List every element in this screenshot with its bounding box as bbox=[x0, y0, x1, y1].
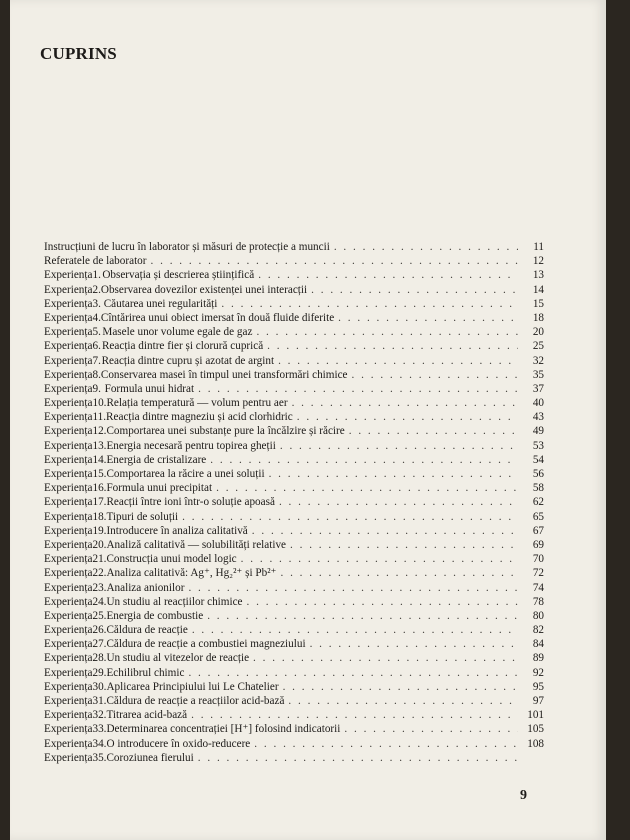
experiment-label: Experiența bbox=[44, 624, 93, 637]
experiment-number: 23. bbox=[92, 581, 107, 594]
page-title: CUPRINS bbox=[40, 44, 117, 63]
leader-dots bbox=[207, 609, 518, 623]
leader-dots bbox=[253, 651, 518, 665]
toc-row bbox=[44, 510, 544, 524]
experiment-number: 11. bbox=[92, 411, 107, 424]
toc-row bbox=[44, 410, 544, 424]
toc-row bbox=[44, 339, 544, 353]
toc-entry-title: Determinarea concentrației [H⁺] folosind indicatorii bbox=[106, 723, 341, 736]
leader-dots bbox=[279, 495, 518, 509]
experiment-label: Experiența bbox=[44, 751, 93, 764]
toc-row bbox=[44, 254, 544, 268]
toc-entry-page: 53 bbox=[532, 439, 544, 452]
toc-entry-page: 65 bbox=[532, 510, 544, 523]
toc-row bbox=[44, 651, 544, 665]
toc-row bbox=[44, 751, 544, 765]
toc-entry-page: 37 bbox=[532, 382, 544, 395]
leader-dots bbox=[192, 623, 518, 637]
experiment-number: 15. bbox=[92, 468, 107, 480]
toc-row bbox=[44, 439, 544, 453]
leader-dots bbox=[241, 552, 518, 566]
leader-dots bbox=[216, 481, 518, 495]
toc-entry-page: 25 bbox=[532, 340, 544, 353]
toc-entry-page: 89 bbox=[532, 652, 544, 665]
toc-row bbox=[44, 637, 544, 651]
toc-entry-title: Energia de cristalizare bbox=[106, 453, 207, 466]
experiment-number: 3. bbox=[92, 297, 101, 310]
toc-entry-page: 13 bbox=[532, 269, 544, 282]
toc-entry-title: Masele unor volume egale de gaz bbox=[102, 326, 253, 339]
experiment-number: 10. bbox=[92, 397, 107, 410]
toc-row bbox=[44, 382, 544, 396]
experiment-number: 20. bbox=[92, 538, 107, 551]
experiment-label: Experiența bbox=[44, 354, 93, 367]
experiment-label: Experiența bbox=[44, 652, 93, 665]
toc-entry-title: Analiza anionilor bbox=[106, 581, 185, 594]
toc-entry-title: Căldura de reacție bbox=[106, 624, 188, 637]
toc-entry-page: 35 bbox=[532, 368, 544, 381]
experiment-label: Experiența bbox=[44, 297, 93, 310]
experiment-label: Experiența bbox=[44, 638, 93, 651]
toc-row bbox=[44, 283, 544, 297]
leader-dots bbox=[280, 566, 518, 580]
experiment-label: Experiența bbox=[44, 510, 93, 523]
toc-row bbox=[44, 694, 544, 708]
leader-dots bbox=[188, 666, 518, 680]
leader-dots bbox=[198, 382, 518, 396]
experiment-label: Experiența bbox=[44, 695, 93, 707]
toc-row bbox=[44, 581, 544, 595]
leader-dots bbox=[210, 453, 518, 467]
toc-row bbox=[44, 396, 544, 410]
toc-entry-title: Comportarea la răcire a unei soluții bbox=[106, 468, 265, 480]
toc-entry-title: Analiză calitativă — solubilități relative bbox=[106, 538, 287, 551]
experiment-label: Experiența bbox=[44, 468, 93, 480]
toc-entry-title: Reacția dintre cupru și azotat de argint bbox=[101, 354, 275, 367]
toc-row bbox=[44, 538, 544, 552]
toc-entry-page: 32 bbox=[532, 354, 544, 367]
toc-row bbox=[44, 552, 544, 566]
toc-entry-title: Energia necesară pentru topirea gheții bbox=[106, 439, 276, 452]
toc-entry-page: 43 bbox=[532, 411, 544, 424]
toc-entry-page: 11 bbox=[533, 241, 544, 253]
experiment-number: 9. bbox=[92, 382, 101, 395]
leader-dots bbox=[191, 708, 518, 722]
experiment-label: Experiența bbox=[44, 524, 93, 537]
experiment-number: 27. bbox=[92, 638, 107, 651]
toc-entry-page: 69 bbox=[532, 538, 544, 551]
experiment-number: 30. bbox=[92, 680, 107, 693]
toc-entry-title: Energia de combustie bbox=[106, 609, 204, 622]
toc-entry-page: 97 bbox=[532, 695, 544, 707]
experiment-number: 29. bbox=[92, 666, 107, 679]
leader-dots bbox=[278, 354, 518, 368]
experiment-label: Experiența bbox=[44, 382, 93, 395]
toc-entry-title: Căutarea unei regularități bbox=[103, 297, 218, 310]
experiment-list bbox=[44, 268, 544, 765]
experiment-number: 28. bbox=[92, 652, 107, 665]
toc-entry-title: Aplicarea Principiului lui Le Chatelier bbox=[106, 680, 279, 693]
toc-row bbox=[44, 524, 544, 538]
experiment-number: 19. bbox=[92, 524, 107, 537]
leader-dots bbox=[252, 524, 518, 538]
toc-entry-page: 62 bbox=[532, 496, 544, 509]
toc-entry-title: Conservarea masei în timpul unei transformări chimice bbox=[100, 368, 348, 381]
leader-dots bbox=[280, 439, 518, 453]
experiment-label: Experiența bbox=[44, 737, 93, 750]
experiment-label: Experiența bbox=[44, 283, 93, 296]
leader-dots bbox=[256, 325, 518, 339]
experiment-number: 21. bbox=[92, 553, 107, 566]
toc-entry-page: 108 bbox=[527, 737, 544, 750]
toc-row bbox=[44, 297, 544, 311]
toc-entry-title: Căldura de reacție a reacțiilor acid-bază bbox=[106, 695, 285, 707]
toc-row bbox=[44, 424, 544, 438]
toc-row bbox=[44, 354, 544, 368]
experiment-number: 35. bbox=[92, 751, 107, 764]
toc-entry-title: Formula unui precipitat bbox=[106, 482, 213, 495]
leader-dots bbox=[310, 637, 518, 651]
leader-dots bbox=[182, 510, 518, 524]
toc-row bbox=[44, 268, 544, 282]
toc-entry-page: 72 bbox=[532, 567, 544, 580]
table-of-contents bbox=[44, 240, 544, 765]
experiment-label: Experiența bbox=[44, 326, 93, 339]
toc-entry-page: 12 bbox=[532, 255, 544, 268]
experiment-number: 8. bbox=[92, 368, 101, 381]
toc-entry-page: 78 bbox=[532, 595, 544, 608]
toc-entry-title: Căldura de reacție a combustiei magneziului bbox=[106, 638, 306, 651]
toc-entry-title: O introducere în oxido-reducere bbox=[106, 737, 251, 750]
experiment-number: 17. bbox=[92, 496, 107, 509]
experiment-number: 1. bbox=[92, 269, 101, 282]
experiment-label: Experiența bbox=[44, 368, 93, 381]
experiment-number: 4. bbox=[92, 311, 101, 324]
toc-row bbox=[44, 609, 544, 623]
toc-entry-title: Titrarea acid-bază bbox=[106, 709, 188, 722]
toc-entry-title: Un studiu al vitezelor de reacție bbox=[106, 652, 250, 665]
toc-entry-title: Analiza calitativă: Ag⁺, Hg₂²⁺ și Pb²⁺ bbox=[106, 567, 277, 580]
experiment-label: Experiența bbox=[44, 581, 93, 594]
experiment-label: Experiența bbox=[44, 723, 93, 736]
book-page bbox=[10, 0, 606, 840]
toc-row bbox=[44, 368, 544, 382]
toc-entry-title: Instrucțiuni de lucru în laborator și măsuri de protecție a muncii bbox=[44, 241, 330, 253]
experiment-label: Experiența bbox=[44, 666, 93, 679]
experiment-number: 26. bbox=[92, 624, 107, 637]
toc-entry-title: Un studiu al reacțiilor chimice bbox=[106, 595, 243, 608]
toc-row bbox=[44, 453, 544, 467]
toc-row bbox=[44, 240, 544, 254]
toc-entry-title: Formula unui hidrat bbox=[104, 382, 195, 395]
toc-entry-title: Comportarea unei substanțe pure la încălzire și răcire bbox=[106, 425, 345, 438]
toc-entry-page: 70 bbox=[532, 553, 544, 566]
toc-entry-title: Observarea dovezilor existenței unei interacții bbox=[100, 283, 308, 296]
leader-dots bbox=[334, 240, 518, 254]
experiment-number: 6. bbox=[92, 340, 101, 353]
experiment-label: Experiența bbox=[44, 311, 93, 324]
toc-entry-title: Construcția unui model logic bbox=[106, 553, 237, 566]
leader-dots bbox=[311, 283, 518, 297]
page-number: 9 bbox=[520, 788, 527, 803]
leader-dots bbox=[221, 297, 518, 311]
experiment-number: 12. bbox=[92, 425, 107, 438]
toc-entry-page: 56 bbox=[532, 468, 544, 480]
toc-entry-title: Introducere în analiza calitativă bbox=[106, 524, 248, 537]
leader-dots bbox=[344, 722, 518, 736]
experiment-label: Experiența bbox=[44, 482, 93, 495]
toc-entry-page: 58 bbox=[532, 482, 544, 495]
toc-entry-page: 82 bbox=[532, 624, 544, 637]
toc-entry-title: Referatele de laborator bbox=[44, 255, 147, 268]
toc-entry-page: 15 bbox=[532, 297, 544, 310]
toc-entry-page: 74 bbox=[532, 581, 544, 594]
experiment-label: Experiența bbox=[44, 397, 93, 410]
toc-entry-title: Reacții între ioni într-o soluție apoasă bbox=[106, 496, 275, 509]
toc-entry-title: Echilibrul chimic bbox=[106, 666, 185, 679]
toc-row bbox=[44, 623, 544, 637]
toc-entry-page: 14 bbox=[532, 283, 544, 296]
toc-row bbox=[44, 311, 544, 325]
toc-row bbox=[44, 680, 544, 694]
leader-dots bbox=[247, 595, 518, 609]
toc-entry-page: 84 bbox=[532, 638, 544, 651]
toc-entry-title: Relația temperatură — volum pentru aer bbox=[106, 397, 288, 410]
toc-entry-page: 95 bbox=[532, 680, 544, 693]
experiment-number: 31. bbox=[92, 695, 107, 707]
leader-dots bbox=[267, 339, 518, 353]
experiment-label: Experiența bbox=[44, 553, 93, 566]
toc-entry-title: Observația și descrierea științifică bbox=[102, 269, 255, 282]
experiment-number: 16. bbox=[92, 482, 107, 495]
toc-row bbox=[44, 325, 544, 339]
toc-entry-title: Tipuri de soluții bbox=[106, 510, 179, 523]
experiment-number: 25. bbox=[92, 609, 107, 622]
experiment-label: Experiența bbox=[44, 496, 93, 509]
toc-entry-title: Cîntărirea unui obiect imersat în două fluide diferite bbox=[100, 311, 335, 324]
experiment-number: 5. bbox=[92, 326, 101, 339]
leader-dots bbox=[283, 680, 518, 694]
toc-entry-page: 49 bbox=[532, 425, 544, 438]
experiment-number: 34. bbox=[92, 737, 107, 750]
experiment-label: Experiența bbox=[44, 411, 93, 424]
leader-dots bbox=[254, 737, 518, 751]
experiment-label: Experiența bbox=[44, 453, 93, 466]
experiment-number: 13. bbox=[92, 439, 107, 452]
leader-dots bbox=[290, 538, 518, 552]
toc-entry-page: 101 bbox=[527, 709, 544, 722]
toc-entry-page: 18 bbox=[532, 311, 544, 324]
leader-dots bbox=[258, 268, 518, 282]
experiment-label: Experiența bbox=[44, 595, 93, 608]
toc-entry-page: 40 bbox=[532, 397, 544, 410]
experiment-label: Experiența bbox=[44, 538, 93, 551]
toc-entry-page: 92 bbox=[532, 666, 544, 679]
toc-entry-page: 20 bbox=[532, 326, 544, 339]
experiment-label: Experiența bbox=[44, 425, 93, 438]
experiment-number: 24. bbox=[92, 595, 107, 608]
toc-entry-title: Reacția dintre fier și clorură cuprică bbox=[101, 340, 264, 353]
toc-row bbox=[44, 467, 544, 481]
experiment-number: 2. bbox=[92, 283, 101, 296]
toc-row bbox=[44, 595, 544, 609]
toc-row bbox=[44, 481, 544, 495]
experiment-label: Experiența bbox=[44, 567, 93, 580]
toc-entry-title: Reacția dintre magneziu și acid clorhidric bbox=[106, 411, 293, 424]
experiment-number: 32. bbox=[92, 709, 107, 722]
toc-entry-page: 105 bbox=[527, 723, 544, 736]
leader-dots bbox=[151, 254, 519, 268]
leader-dots bbox=[198, 751, 518, 765]
experiment-label: Experiența bbox=[44, 709, 93, 722]
experiment-label: Experiența bbox=[44, 680, 93, 693]
leader-dots bbox=[352, 368, 518, 382]
toc-row bbox=[44, 737, 544, 751]
toc-row bbox=[44, 722, 544, 736]
toc-entry-page: 67 bbox=[532, 524, 544, 537]
leader-dots bbox=[297, 410, 518, 424]
experiment-number: 14. bbox=[92, 453, 107, 466]
experiment-number: 18. bbox=[92, 510, 107, 523]
toc-row bbox=[44, 495, 544, 509]
toc-row bbox=[44, 666, 544, 680]
experiment-label: Experiența bbox=[44, 439, 93, 452]
toc-row bbox=[44, 708, 544, 722]
toc-entry-page: 80 bbox=[532, 609, 544, 622]
leader-dots bbox=[288, 694, 518, 708]
experiment-label: Experiența bbox=[44, 609, 93, 622]
toc-row bbox=[44, 566, 544, 580]
leader-dots bbox=[188, 581, 518, 595]
experiment-label: Experiența bbox=[44, 269, 93, 282]
leader-dots bbox=[338, 311, 518, 325]
leader-dots bbox=[292, 396, 518, 410]
leader-dots bbox=[349, 424, 518, 438]
experiment-number: 22. bbox=[92, 567, 107, 580]
leader-dots bbox=[269, 467, 518, 481]
experiment-number: 7. bbox=[92, 354, 101, 367]
toc-entry-page: 54 bbox=[532, 453, 544, 466]
experiment-number: 33. bbox=[92, 723, 107, 736]
experiment-label: Experiența bbox=[44, 340, 93, 353]
toc-entry-title: Coroziunea fierului bbox=[106, 751, 194, 764]
